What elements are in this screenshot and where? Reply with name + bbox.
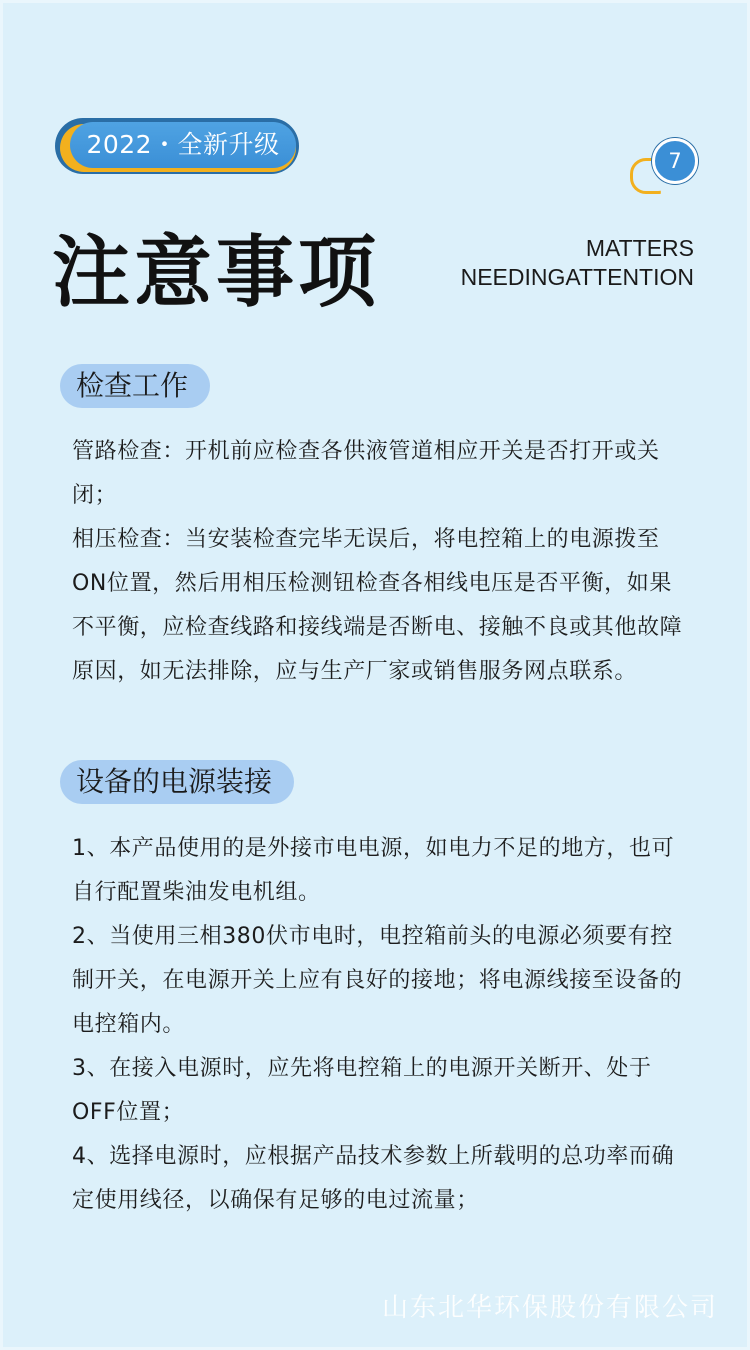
page-number-marker xyxy=(628,138,698,198)
paragraph: 4、选择电源时，应根据产品技术参数上所载明的总功率而确定使用线径，以确保有足够的电过流量； xyxy=(72,1144,675,1213)
section-heading-inspection: 检查工作 xyxy=(60,364,210,408)
english-subtitle-line2: NEEDINGATTENTION xyxy=(460,264,694,290)
section-body-inspection xyxy=(72,430,692,694)
year-badge: 2022・全新升级 xyxy=(70,122,296,168)
section-heading-power: 设备的电源装接 xyxy=(60,760,294,804)
english-subtitle xyxy=(461,234,694,292)
company-name-footer: 山东北华环保股份有限公司 xyxy=(381,1293,718,1323)
paragraph: 3、在接入电源时，应先将电控箱上的电源开关断开、处于OFF位置； xyxy=(72,1056,652,1125)
english-subtitle-line1: MATTERS xyxy=(585,235,694,261)
page-title: 注意事项 xyxy=(52,228,381,318)
paragraph: 相压检查：当安装检查完毕无误后，将电控箱上的电源拨至ON位置，然后用相压检测钮检查各相线电压是否平衡，如果不平衡，应检查线路和接线端是否断电、接触不良或其他故障原因，如无法排除，应与生产厂家或销售服务网点联系。 xyxy=(72,527,683,684)
section-body-power xyxy=(72,827,692,1223)
page-number: 7 xyxy=(652,138,698,184)
paragraph: 1、本产品使用的是外接市电电源，如电力不足的地方，也可自行配置柴油发电机组。 xyxy=(72,836,675,905)
paragraph: 2、当使用三相380伏市电时，电控箱前头的电源必须要有控制开关，在电源开关上应有良好的接地；将电源线接至设备的电控箱内。 xyxy=(72,924,683,1037)
paragraph: 管路检查：开机前应检查各供液管道相应开关是否打开或关闭； xyxy=(72,439,660,508)
